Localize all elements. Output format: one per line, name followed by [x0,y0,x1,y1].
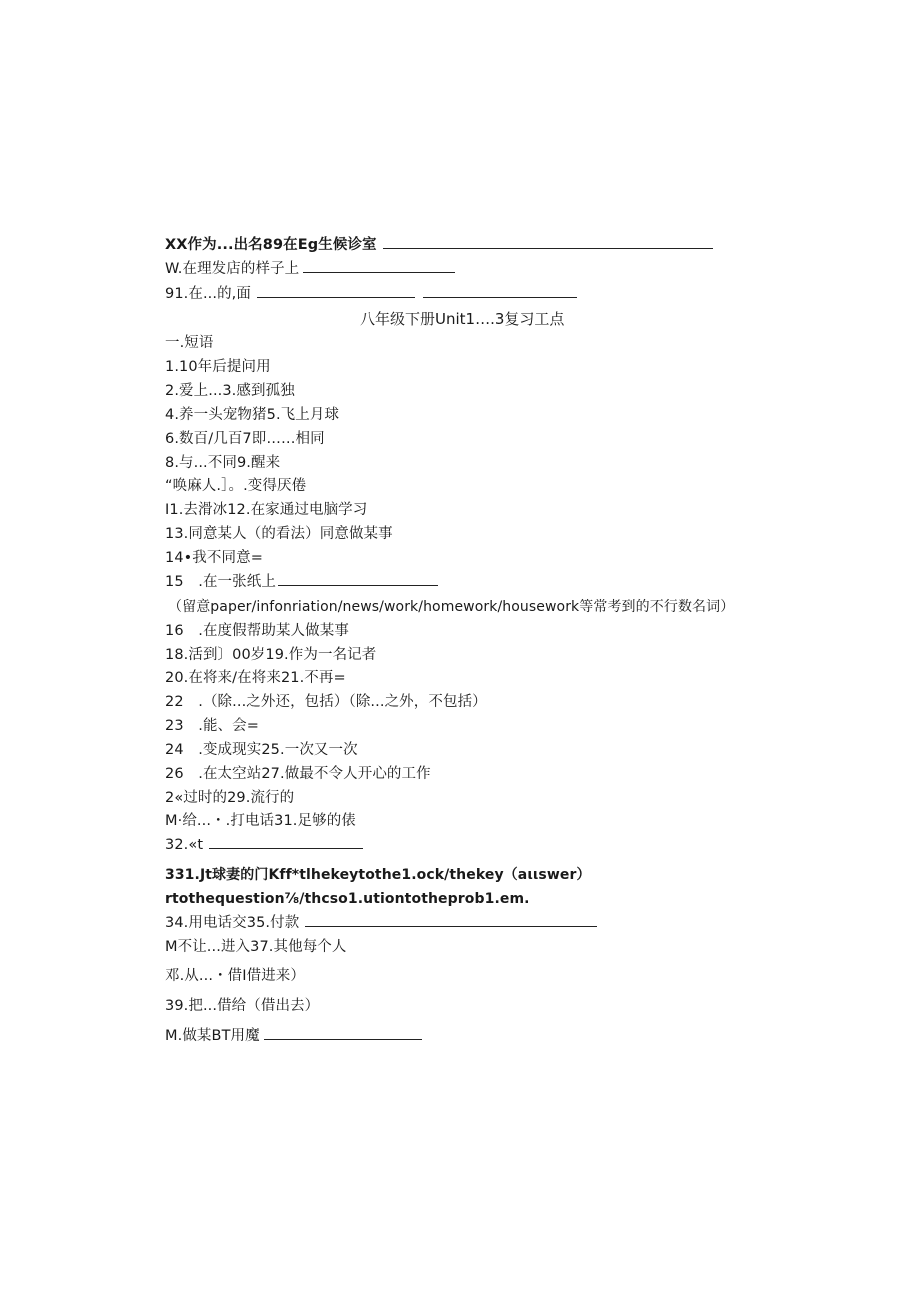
answer-blank [383,236,713,249]
page-title: 八年级下册Unit1….3复习工点 [360,310,565,328]
phrase-item: 15 .在一张纸上 [165,573,438,591]
line-2: W.在理发店的样子上 [165,260,455,278]
phrase-item: 20.在将来/在将来21.不再= [165,670,346,686]
phrase-item: 34.用电话交35.付款 [165,914,597,932]
answer-blank [423,285,577,298]
line-3: 91.在...的,面 [165,285,577,303]
phrase-item: 13.同意某人（的看法）同意做某事 [165,526,393,542]
phrase-item: 18.活到〕00岁19.作为一名记者 [165,647,377,663]
phrase-item: 4.养一头宠物猪5.飞上月球 [165,407,340,423]
phrase-item: 23 .能、会= [165,718,260,734]
phrase-item: 6.数百/几百7即……相同 [165,431,325,447]
note-line: （留意paper/infonriation/news/work/homework/housework等常考到的不行数名词） [168,599,735,615]
phrase-item: 39.把...借给（借出去） [165,998,320,1014]
phrase-item: 24 .变成现实25.一次又一次 [165,742,358,758]
answer-blank [278,573,438,586]
section-heading: 一.短语 [165,335,214,351]
phrase-item: 26 .在太空站27.做最不令人开心的工作 [165,766,431,782]
phrase-item: M.做某BT用魔 [165,1027,422,1045]
answer-blank [303,260,455,273]
phrase-item: 331.Jt球妻的门Kff*tlhekeytothe1.ock/thekey（aιιswer） [165,867,591,883]
phrase-item: 1.10年后提问用 [165,359,271,375]
phrase-item: I1.去滑冰12.在家通过电脑学习 [165,502,368,518]
phrase-item: 邓.从...・借I借进来） [165,968,306,984]
phrase-item: 22 .（除...之外还，包括）（除...之外，不包括） [165,694,487,710]
answer-blank [209,836,363,849]
phrase-item: 32.«t [165,836,363,854]
phrase-item: “唤麻人.］。.变得厌倦 [165,478,307,494]
answer-blank [264,1027,422,1040]
phrase-item: 2.爱上...3.感到孤独 [165,383,295,399]
answer-blank [257,285,415,298]
line-1: XX作为...出名89在Eg生候诊室 [165,236,713,254]
phrase-item: M不让...进入37.其他每个人 [165,939,347,955]
phrase-item: 16 .在度假帮助某人做某事 [165,623,349,639]
phrase-item: 14•我不同意= [165,550,263,566]
phrase-item: 8.与...不同9.醒来 [165,455,281,471]
phrase-item: M·给...・.打电话31.足够的俵 [165,813,356,829]
phrase-item: rtothequestion⅞/thcso1.utiontotheprob1.em. [165,891,530,907]
answer-blank [305,914,597,927]
phrase-item: 2«过时的29.流行的 [165,790,295,806]
